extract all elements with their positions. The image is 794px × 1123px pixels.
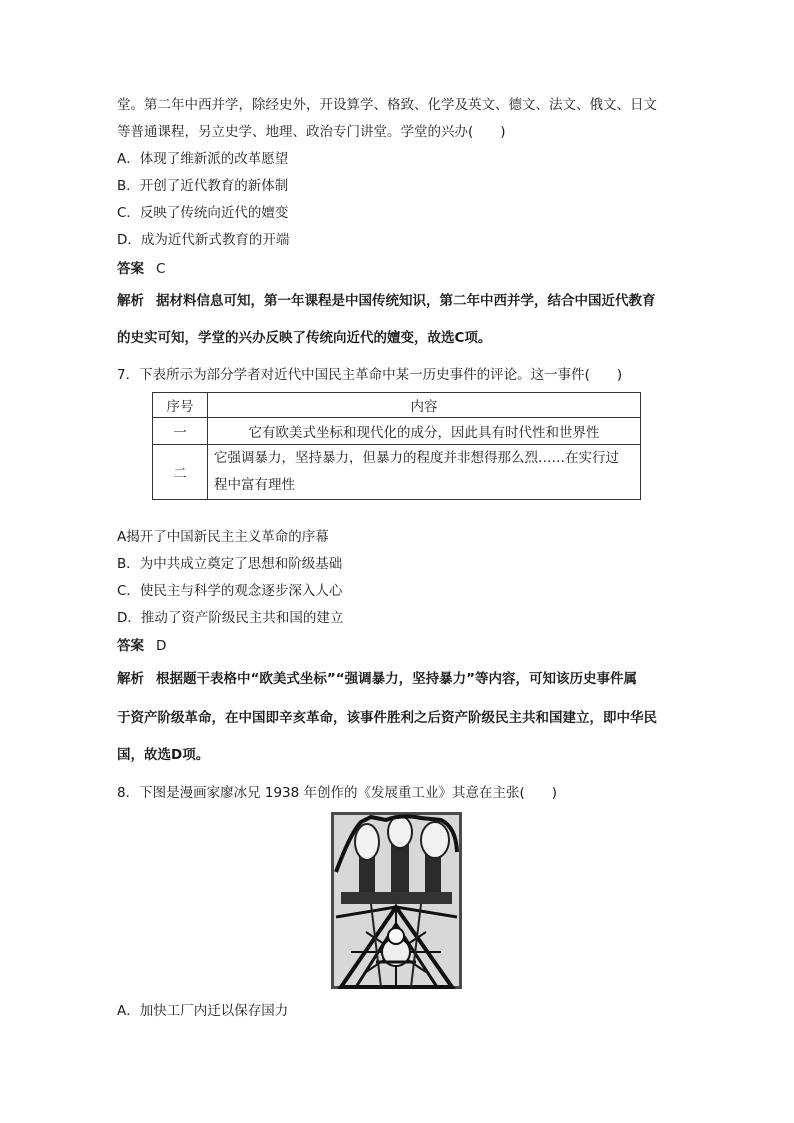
option-b: B．为中共成立奠定了思想和阶级基础 <box>117 556 343 572</box>
comment-table <box>152 392 641 500</box>
question-stem: 8．下图是漫画家廖冰兄 1938 年创作的《发展重工业》其意在主张( ) <box>117 785 558 801</box>
analysis-line: 国，故选D项。 <box>117 747 210 763</box>
option-c: C．使民主与科学的观念逐步深入人心 <box>117 583 343 599</box>
analysis-label: 解析 <box>117 671 144 687</box>
table-cell-content <box>208 445 641 500</box>
table-cell-number: 二 <box>153 445 208 500</box>
option-a: A．加快工厂内迁以保存国力 <box>117 1003 289 1019</box>
table-header-row <box>153 393 641 418</box>
table-row <box>153 445 641 500</box>
question-text-line: 等普通课程，另立史学、地理、政治专门讲堂。学堂的兴办( ) <box>117 124 506 140</box>
answer-value: D <box>156 638 167 654</box>
table-header-cell: 内容 <box>208 393 641 418</box>
answer-label: 答案 <box>117 638 144 654</box>
option-b: B．开创了近代教育的新体制 <box>117 178 289 194</box>
analysis-line <box>117 669 637 689</box>
option-a: A．体现了维新派的改革愿望 <box>117 151 289 167</box>
table-cell-line: 程中富有理性 <box>214 477 295 493</box>
answer-label: 答案 <box>117 261 144 277</box>
option-d: D．推动了资产阶级民主共和国的建立 <box>117 610 344 626</box>
table-row <box>153 418 641 445</box>
table-header-cell: 序号 <box>153 393 208 418</box>
analysis-line <box>117 291 656 311</box>
cartoon-image <box>331 812 462 989</box>
analysis-text: 根据题干表格中“欧美式坐标”“强调暴力，坚持暴力”等内容，可知该历史事件属 <box>156 671 637 687</box>
option-c: C．反映了传统向近代的嬗变 <box>117 205 289 221</box>
question-stem: 7．下表所示为部分学者对近代中国民主革命中某一历史事件的评论。这一事件( ) <box>117 367 623 383</box>
analysis-text: 据材料信息可知，第一年课程是中国传统知识，第二年中西并学，结合中国近代教育 <box>156 293 656 309</box>
option-a: A揭开了中国新民主主义革命的序幕 <box>117 529 329 545</box>
question-text-line: 堂。第二年中西并学，除经史外，开设算学、格致、化学及英文、德文、法文、俄文、日文 <box>117 97 657 113</box>
analysis-line: 的史实可知，学堂的兴办反映了传统向近代的嬗变，故选C项。 <box>117 330 492 346</box>
table-cell-line: 它强调暴力，坚持暴力，但暴力的程度并非想得那么烈……在实行过 <box>214 450 619 466</box>
answer-row <box>117 259 165 279</box>
analysis-line: 于资产阶级革命，在中国即辛亥革命，该事件胜利之后资产阶级民主共和国建立，即中华民 <box>117 710 657 726</box>
option-d: D．成为近代新式教育的开端 <box>117 232 290 248</box>
answer-row <box>117 636 166 656</box>
table-cell-number: 一 <box>153 418 208 445</box>
table-cell-content: 它有欧美式坐标和现代化的成分，因此具有时代性和世界性 <box>208 418 641 445</box>
answer-value: C <box>156 261 166 277</box>
analysis-label: 解析 <box>117 293 144 309</box>
